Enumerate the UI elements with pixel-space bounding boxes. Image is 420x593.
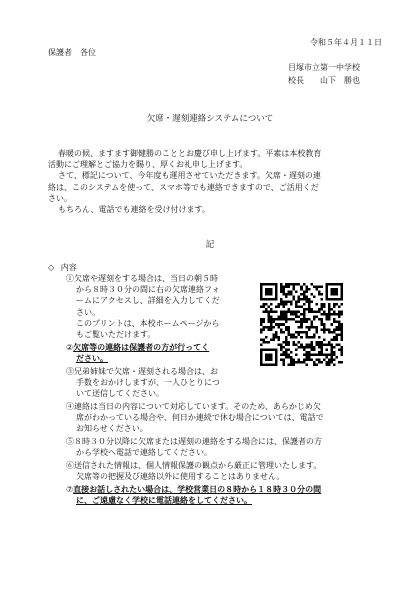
intro-line-6: もちろん、電話でも連絡を受け付けます。	[58, 205, 210, 215]
item-6-line-1: ⑥送信された情報は、個人情報保護の観点から厳正に管理いたします。	[66, 461, 322, 470]
intro-line-1: 春暖の候、ますます御健勝のこととお慶び申し上げます。平素は本校教育	[58, 149, 322, 158]
qr-code-image[interactable]	[260, 283, 343, 366]
contents-heading	[48, 262, 77, 273]
item-2-line-1	[66, 342, 251, 353]
list-item-3	[66, 366, 251, 400]
diamond-icon: ◇	[48, 263, 55, 272]
list-item-5	[66, 436, 386, 458]
item-1-line-6: もご覧いただけます。	[76, 330, 156, 340]
item-7-text-1: 直接お話しされたい場合は、学校営業日の８時から１８時３０分の間	[73, 484, 322, 494]
item-5-line-2: から学校へ電話で連絡してください。	[76, 448, 212, 458]
item-1-line-5: このプリントは、本校ホームページから	[76, 318, 220, 328]
document-title: 欠席・遅刻連絡システムについて	[146, 114, 274, 124]
item-1-line-2: から８時３０分の間に右の欠席連絡フォ	[76, 285, 220, 295]
item-7-line-1	[66, 484, 386, 495]
intro-line-3: さて、標記について、今年度も運用させていただきます。欠席・遅刻の連	[58, 171, 321, 181]
issue-date: 令和５年４月１１日	[310, 38, 382, 47]
item-2-text-1: 欠席等の連絡は保護者の方が行ってく	[73, 342, 210, 352]
intro-paragraph	[48, 148, 383, 215]
item-7-number: ⑦	[66, 485, 74, 494]
list-item-1	[66, 273, 251, 340]
item-6-line-2: 欠席等の把握及び連絡以外に使用することはありません。	[76, 472, 285, 482]
item-4-line-1: ④連絡は当日の内容について対応しています。そのため、あらかじめ欠	[66, 402, 321, 411]
ki-heading: 記	[205, 240, 215, 250]
list-item-7	[66, 484, 386, 506]
list-item-6	[66, 460, 386, 482]
item-3-line-1: ③兄弟姉妹で欠席・遅刻される場合は、お	[66, 367, 218, 376]
recipient: 保護者 各位	[48, 48, 96, 57]
item-2-number: ②	[66, 343, 74, 352]
sender-principal: 校長 山下 勝也	[288, 76, 360, 85]
item-1-line-1: ①欠席や遅刻をする場合は、当日の朝５時	[66, 274, 218, 283]
item-4-line-2: 席がわかっている場合や、何日か連続で休む場合については、電話で	[76, 413, 324, 423]
item-7-line-2: に、ご遠慮なく学校に電話連絡をしてください。	[76, 495, 252, 506]
sender-school: 目塚市立第一中学校	[288, 63, 360, 72]
item-3-line-3: いて送信してください。	[76, 389, 164, 399]
contents-label: 内容	[60, 263, 77, 272]
item-3-line-2: 手数をおかけしますが、一人ひとりにつ	[76, 378, 220, 388]
item-1-line-4: さい。	[76, 307, 100, 317]
intro-line-5: さい。	[48, 193, 72, 203]
intro-line-2: 活動にご理解とご協力を賜り、厚くお礼申し上げます。	[48, 160, 248, 170]
item-1-line-3: ームにアクセスし、詳細を入力してくだ	[76, 296, 220, 306]
item-2-line-2: ださい。	[76, 353, 108, 364]
list-item-4	[66, 401, 386, 435]
list-item-2	[66, 342, 251, 364]
intro-line-4: 絡は、このシステムを使って、スマホ等でも連絡できますので、ご活用くだ	[48, 182, 319, 192]
item-4-line-3: お知らせください。	[76, 424, 148, 434]
item-5-line-1: ⑤８時３０分以降に欠席または遅刻の連絡をする場合には、保護者の方	[66, 437, 322, 446]
